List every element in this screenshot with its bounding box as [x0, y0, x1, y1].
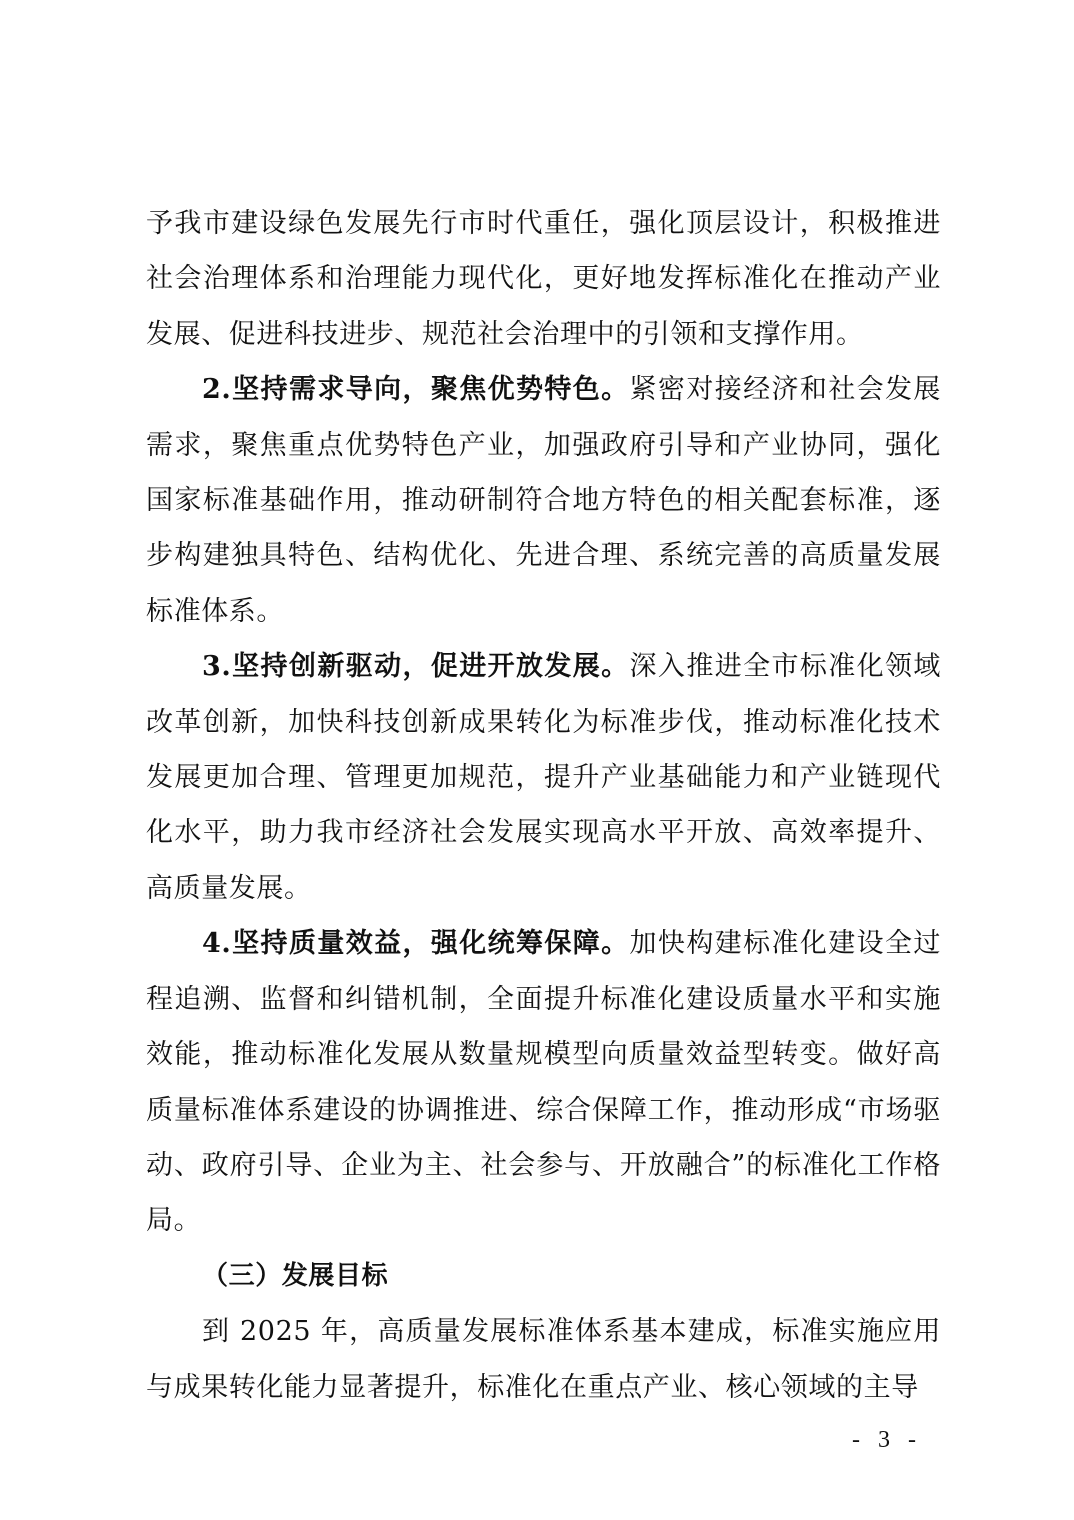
- section-heading: （三）发展目标: [202, 1260, 389, 1291]
- paragraph-principle-3: [146, 639, 941, 916]
- paragraph-lead: 4.坚持质量效益，强化统筹保障。: [202, 928, 630, 960]
- paragraph-text: 到 2025 年，高质量发展标准体系基本建成，标准实施应用与成果转化能力显著提升，标准化在重点产业、核心领域的主导: [146, 1316, 941, 1403]
- paragraph-continuation: [146, 196, 941, 362]
- body-text: [146, 196, 941, 1415]
- paragraph-text: 加快构建标准化建设全过程追溯、监督和纠错机制，全面提升标准化建设质量水平和实施效能，推动标准化发展从数量规模型向质量效益型转变。做好高质量标准体系建设的协调推进、综合保障工作，推动形成“市场驱动、政府引导、企业为主、社会参与、开放融合”的标准化工作格局。: [146, 928, 941, 1237]
- paragraph-principle-2: [146, 362, 941, 639]
- paragraph-lead: 3.坚持创新驱动，促进开放发展。: [202, 651, 630, 683]
- paragraph-goals: [146, 1304, 941, 1415]
- paragraph-text: 紧密对接经济和社会发展需求，聚焦重点优势特色产业，加强政府引导和产业协同，强化国家标准基础作用，推动研制符合地方特色的相关配套标准，逐步构建独具特色、结构优化、先进合理、系统完善的高质量发展标准体系。: [146, 374, 941, 627]
- page-number: - 3 -: [852, 1427, 922, 1453]
- paragraph-text: 深入推进全市标准化领域改革创新，加快科技创新成果转化为标准步伐，推动标准化技术发展更加合理、管理更加规范，提升产业基础能力和产业链现代化水平，助力我市经济社会发展实现高水平开放、高效率提升、高质量发展。: [146, 651, 941, 904]
- paragraph-text: 予我市建设绿色发展先行市时代重任，强化顶层设计，积极推进社会治理体系和治理能力现代化，更好地发挥标准化在推动产业发展、促进科技进步、规范社会治理中的引领和支撑作用。: [146, 208, 941, 350]
- paragraph-lead: 2.坚持需求导向，聚焦优势特色。: [202, 374, 630, 406]
- paragraph-principle-4: [146, 916, 941, 1248]
